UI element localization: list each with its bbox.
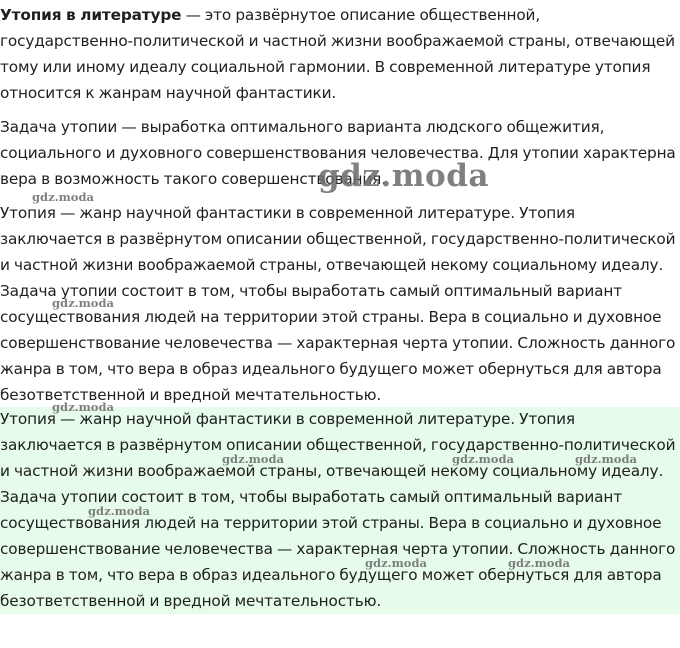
term-heading: Утопия в литературе bbox=[0, 6, 182, 24]
paragraph-definition-text: — это развёрнутое описание общественной, государственно-политической и частной жизни воображаемой страны, отвечающей тому или иному идеалу социальной гармонии. В современной литературе утопия относится к жанрам научной фантастики. bbox=[0, 6, 675, 102]
watermark-small: gdz.moda bbox=[508, 556, 570, 570]
watermark-small: gdz.moda bbox=[575, 452, 637, 466]
paragraph-summary: Утопия — жанр научной фантастики в современной литературе. Утопия заключается в развёрнутом описании общественной, государственно-политической и частной жизни воображаемой страны, отвечающей некому социальному идеалу. Задача утопии состоит в том, чтобы выработать самый оптимальный вариант сосуществования людей на территории этой страны. Вера в социально и духовное совершенствование человечества — характерная черта утопии. Сложность данного жанра в том, что вера в образ идеального будущего может обернуться для автора безответственной и вредной мечтательностью. bbox=[0, 204, 676, 404]
watermark-small: gdz.moda bbox=[88, 504, 150, 518]
paragraph-definition bbox=[0, 2, 680, 106]
watermark-small: gdz.moda bbox=[365, 556, 427, 570]
paragraph-summary-highlighted: Утопия — жанр научной фантастики в современной литературе. Утопия заключается в развёрнутом описании общественной, государственно-политической и частной жизни воображаемой страны, отвечающей некому социальному идеалу. Задача утопии состоит в том, чтобы выработать самый оптимальный вариант сосуществования людей на территории этой страны. Вера в социально и духовное совершенствование человечества — характерная черта утопии. Сложность данного жанра в том, что вера в образ идеального будущего может обернуться для автора безответственной и вредной мечтательностью. bbox=[0, 410, 676, 610]
watermark-small: gdz.moda bbox=[222, 452, 284, 466]
watermark-small: gdz.moda bbox=[52, 296, 114, 310]
paragraph-purpose: Задача утопии — выработка оптимального варианта людского общежития, социального и духовного совершенствования человечества. Для утопии характерна вера в возможность такого совершенствования. bbox=[0, 118, 676, 188]
watermark-small: gdz.moda bbox=[452, 452, 514, 466]
watermark-small: gdz.moda bbox=[32, 190, 94, 204]
watermark-small: gdz.moda bbox=[52, 400, 114, 414]
watermark-logo-large: gdz.moda bbox=[318, 158, 489, 194]
